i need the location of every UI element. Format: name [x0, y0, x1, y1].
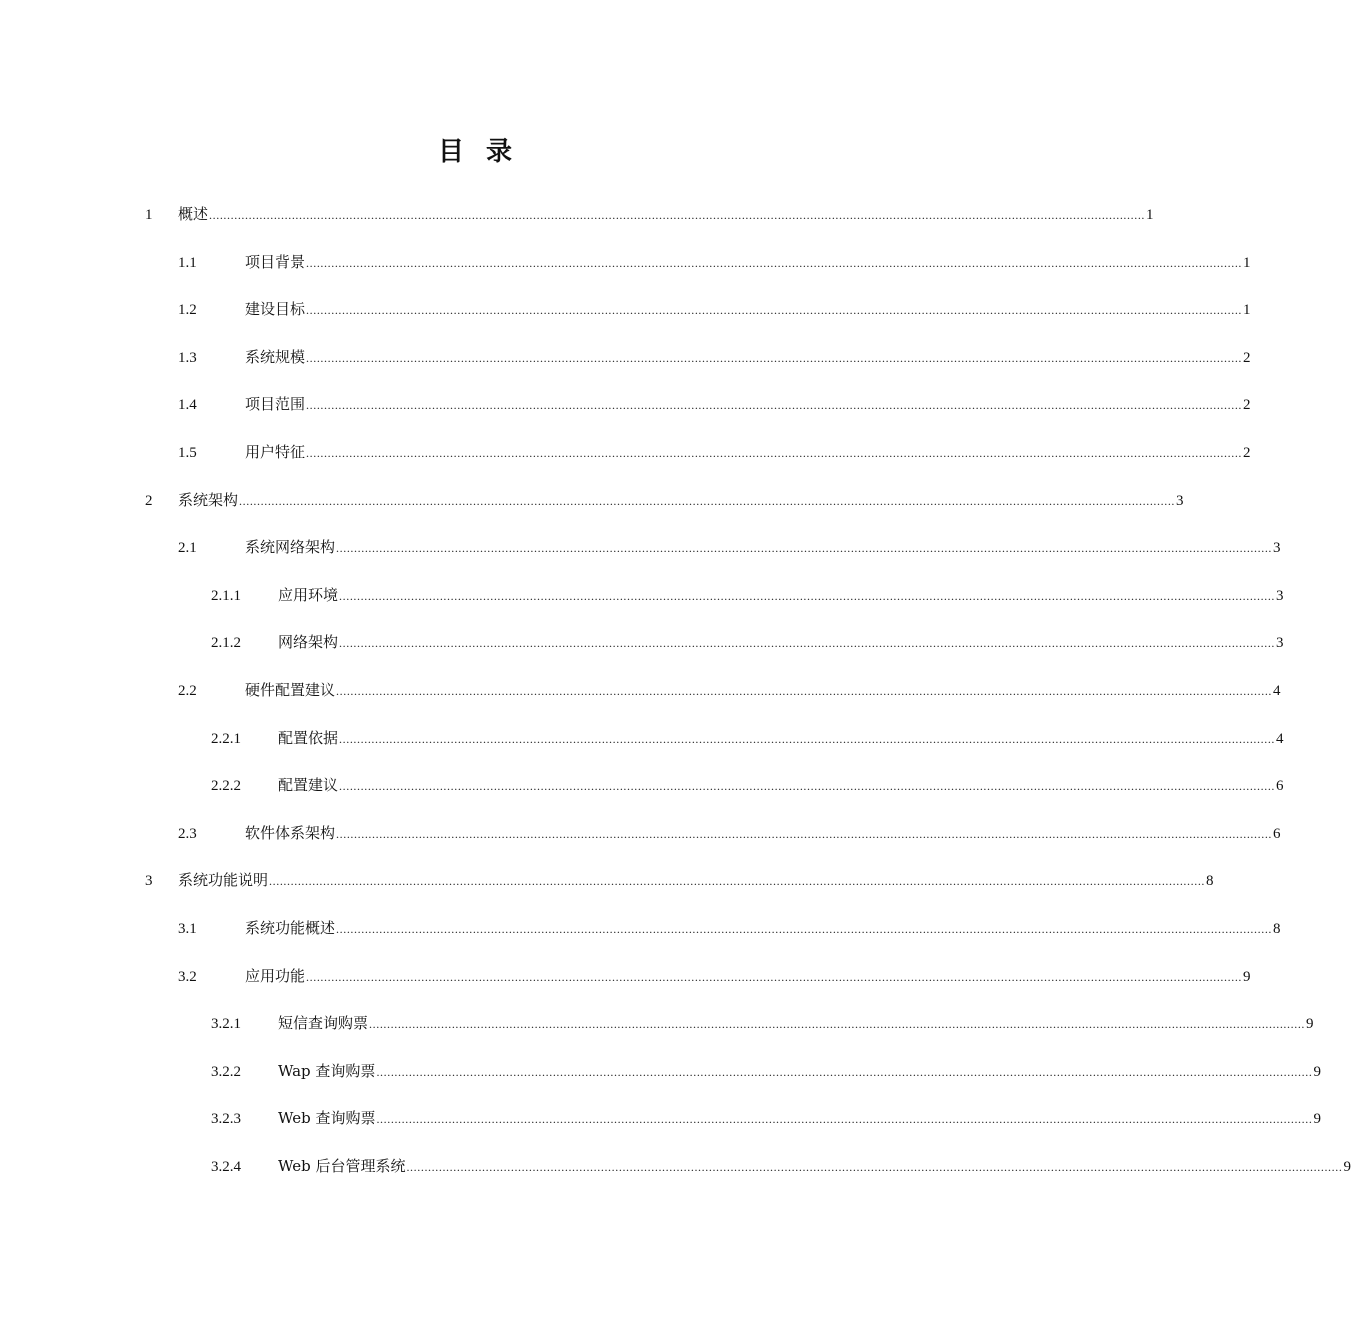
toc-dot-leader: ....................................................................................................................................................................................................................................................................	[269, 874, 1206, 889]
toc-entry[interactable]	[178, 916, 1281, 940]
toc-dot-leader: ....................................................................................................................................................................................................................................................................	[376, 1112, 1313, 1127]
toc-entry-page-number: 9	[1243, 968, 1251, 985]
toc-entry-text: 硬件配置建议	[245, 681, 336, 699]
toc-entry-number: 1.2	[178, 302, 197, 319]
toc-dot-leader: ....................................................................................................................................................................................................................................................................	[336, 922, 1273, 936]
toc-entry-number: 3.2	[178, 968, 197, 985]
toc-entry-text: 系统网络架构	[245, 538, 336, 557]
toc-entry-page-number: 4	[1276, 730, 1284, 747]
toc-entry-text: 系统功能说明	[178, 871, 269, 890]
toc-entry-page-number: 3	[1176, 492, 1184, 509]
toc-entry-page-number: 6	[1273, 825, 1281, 842]
toc-entry-page-number: 9	[1313, 1063, 1321, 1080]
toc-entry-page-number: 2	[1243, 397, 1251, 414]
toc-entry[interactable]	[178, 440, 1251, 464]
toc-entry[interactable]	[211, 630, 1284, 654]
toc-entry-text: 网络架构	[278, 633, 339, 652]
toc-dot-leader: ....................................................................................................................................................................................................................................................................	[406, 1160, 1343, 1174]
toc-entry-text: 配置依据	[278, 728, 339, 747]
toc-entry-page-number: 3	[1273, 540, 1281, 557]
toc-title: 目录	[437, 137, 534, 167]
toc-entry-number: 2.2	[178, 683, 197, 699]
toc-entry[interactable]	[211, 726, 1284, 750]
toc-entry[interactable]	[178, 297, 1251, 321]
toc-dot-leader: ....................................................................................................................................................................................................................................................................	[339, 588, 1276, 603]
toc-entry-number: 1.4	[178, 397, 197, 414]
toc-dot-leader: ....................................................................................................................................................................................................................................................................	[306, 255, 1243, 270]
toc-entry-number: 3	[145, 873, 153, 890]
toc-entry[interactable]	[178, 345, 1251, 369]
toc-entry-text: Web 查询购票	[278, 1109, 376, 1128]
toc-entry-text: 系统架构	[178, 490, 239, 509]
toc-entry-text: 建设目标	[245, 300, 306, 319]
toc-dot-leader: ....................................................................................................................................................................................................................................................................	[339, 731, 1276, 746]
toc-entry-text: Web 后台管理系统	[278, 1157, 406, 1175]
toc-entry-number: 2.1	[178, 540, 197, 557]
toc-dot-leader: ....................................................................................................................................................................................................................................................................	[306, 446, 1243, 460]
toc-entry-number: 1.5	[178, 445, 197, 461]
toc-entry-page-number: 3	[1276, 587, 1284, 604]
toc-entry[interactable]	[178, 535, 1281, 559]
toc-entry[interactable]	[178, 250, 1251, 274]
toc-entry-number: 2.2.1	[211, 730, 241, 747]
toc-dot-leader: ....................................................................................................................................................................................................................................................................	[306, 398, 1243, 413]
toc-entry-text: 系统功能概述	[245, 919, 336, 937]
toc-entry[interactable]	[178, 392, 1251, 416]
toc-entry[interactable]	[178, 678, 1281, 702]
toc-entry-text: 应用环境	[278, 585, 339, 604]
toc-dot-leader: ....................................................................................................................................................................................................................................................................	[306, 350, 1243, 365]
toc-entry-text: 配置建议	[278, 776, 339, 795]
toc-entry-number: 3.2.4	[211, 1159, 241, 1175]
toc-dot-leader: ....................................................................................................................................................................................................................................................................	[336, 826, 1273, 841]
toc-dot-leader: ....................................................................................................................................................................................................................................................................	[339, 636, 1276, 651]
toc-entry-page-number: 8	[1273, 921, 1281, 937]
toc-entry-page-number: 6	[1276, 778, 1284, 795]
toc-dot-leader: ....................................................................................................................................................................................................................................................................	[376, 1064, 1313, 1079]
toc-entry[interactable]	[178, 964, 1251, 988]
toc-entry[interactable]	[211, 773, 1284, 797]
toc-dot-leader: ....................................................................................................................................................................................................................................................................	[306, 303, 1243, 318]
toc-dot-leader: ....................................................................................................................................................................................................................................................................	[306, 969, 1243, 984]
toc-entry-text: 用户特征	[245, 443, 306, 461]
toc-entry-number: 2	[145, 492, 153, 509]
toc-entry-text: 项目背景	[245, 252, 306, 271]
toc-entry-page-number: 9	[1306, 1016, 1314, 1033]
toc-entry-page-number: 9	[1313, 1111, 1321, 1128]
toc-entry[interactable]	[211, 1011, 1314, 1035]
toc-entry[interactable]	[145, 488, 1184, 512]
toc-entry-page-number: 3	[1276, 635, 1284, 652]
toc-entry-page-number: 2	[1243, 445, 1251, 461]
toc-entry-text: Wap 查询购票	[278, 1061, 376, 1080]
toc-entry-page-number: 9	[1343, 1159, 1351, 1175]
toc-dot-leader: ....................................................................................................................................................................................................................................................................	[239, 493, 1176, 508]
toc-entry[interactable]	[145, 868, 1214, 892]
toc-entry-page-number: 1	[1146, 207, 1154, 223]
toc-entry-text: 短信查询购票	[278, 1014, 369, 1033]
toc-entry-number: 1.3	[178, 349, 197, 366]
toc-entry-page-number: 8	[1206, 873, 1214, 890]
toc-entry-number: 3.1	[178, 921, 197, 937]
toc-entry[interactable]	[211, 583, 1284, 607]
toc-entry-page-number: 4	[1273, 683, 1281, 699]
toc-entry-number: 3.2.2	[211, 1063, 241, 1080]
toc-dot-leader: ....................................................................................................................................................................................................................................................................	[336, 684, 1273, 698]
toc-entry-text: 概述	[178, 205, 209, 223]
toc-entry-text: 项目范围	[245, 395, 306, 414]
toc-entry-number: 2.1.2	[211, 635, 241, 652]
toc-dot-leader: ....................................................................................................................................................................................................................................................................	[336, 541, 1273, 556]
toc-entry-number: 2.2.2	[211, 778, 241, 795]
toc-entry-number: 1	[145, 207, 153, 223]
toc-dot-leader: ....................................................................................................................................................................................................................................................................	[369, 1017, 1306, 1032]
toc-entry-number: 1.1	[178, 254, 197, 271]
toc-entry-number: 3.2.3	[211, 1111, 241, 1128]
toc-dot-leader: ....................................................................................................................................................................................................................................................................	[209, 208, 1146, 222]
toc-entry-text: 系统规模	[245, 347, 306, 366]
toc-entry[interactable]	[211, 1154, 1351, 1178]
toc-entry[interactable]	[178, 821, 1281, 845]
toc-entry-number: 2.1.1	[211, 587, 241, 604]
toc-entry-page-number: 1	[1243, 254, 1251, 271]
toc-entry-text: 应用功能	[245, 966, 306, 985]
toc-entry-page-number: 1	[1243, 302, 1251, 319]
toc-entry-number: 2.3	[178, 825, 197, 842]
toc-entry-page-number: 2	[1243, 349, 1251, 366]
toc-dot-leader: ....................................................................................................................................................................................................................................................................	[339, 779, 1276, 794]
toc-entry-number: 3.2.1	[211, 1016, 241, 1033]
toc-entry[interactable]	[145, 202, 1154, 226]
toc-entry[interactable]	[211, 1059, 1321, 1083]
toc-entry[interactable]	[211, 1106, 1321, 1130]
toc-entry-text: 软件体系架构	[245, 823, 336, 842]
